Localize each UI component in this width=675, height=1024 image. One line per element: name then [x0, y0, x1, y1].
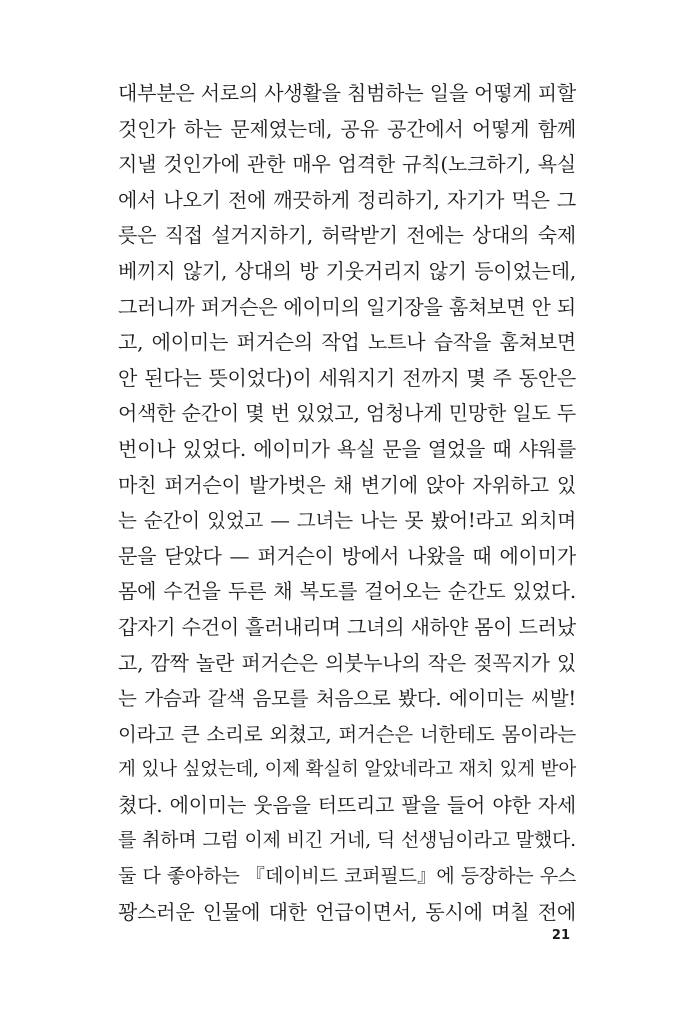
text-line: 꽝스러운 인물에 대한 언급이면서, 동시에 며칠 전에	[118, 899, 576, 924]
text-line: 고, 깜짝 놀란 퍼거슨은 의붓누나의 작은 젖꼭지가 있	[118, 650, 576, 675]
text-line: 는 순간이 있었고 — 그녀는 나는 못 봤어!라고 외치며	[118, 509, 576, 533]
text-line: 고, 에이미는 퍼거슨의 작업 노트나 습작을 훔쳐보면	[118, 330, 576, 355]
text-line: 둘 다 좋아하는 『데이비드 코퍼필드』에 등장하는 우스	[118, 865, 576, 888]
text-line: 릇은 직접 설거지하기, 허락받기 전에는 상대의 숙제	[118, 223, 576, 248]
text-line: 마친 퍼거슨이 발가벗은 채 변기에 앉아 자위하고 있	[118, 472, 576, 497]
text-line: 베끼지 않기, 상대의 방 기웃거리지 않기 등이었는데,	[118, 258, 576, 283]
text-line: 갑자기 수건이 흘러내리며 그녀의 새하얀 몸이 드러났	[118, 614, 576, 639]
body-text	[118, 76, 576, 930]
text-line: 에서 나오기 전에 깨끗하게 정리하기, 자기가 먹은 그	[118, 187, 576, 212]
text-line: 이라고 큰 소리로 외쳤고, 퍼거슨은 너한테도 몸이라는	[118, 722, 576, 746]
text-line: 그러니까 퍼거슨은 에이미의 일기장을 훔쳐보면 안 되	[118, 294, 576, 319]
text-line: 를 취하며 그럼 이제 비긴 거네, 딕 선생님이라고 말했다.	[118, 829, 576, 852]
text-line: 번이나 있었다. 에이미가 욕실 문을 열었을 때 샤워를	[118, 436, 576, 461]
text-line: 지낼 것인가에 관한 매우 엄격한 규칙(노크하기, 욕실	[118, 152, 576, 177]
text-line: 어색한 순간이 몇 번 있었고, 엄청나게 민망한 일도 두	[118, 401, 576, 426]
text-line: 대부분은 서로의 사생활을 침범하는 일을 어떻게 피할	[118, 81, 576, 105]
page-number: 21	[551, 928, 570, 943]
text-line: 안 된다는 뜻이었다)이 세워지기 전까지 몇 주 동안은	[118, 365, 576, 390]
text-line: 게 있나 싶었는데, 이제 확실히 알았네라고 재치 있게 받아	[118, 759, 576, 781]
text-line: 문을 닫았다 — 퍼거슨이 방에서 나왔을 때 에이미가	[118, 543, 576, 568]
text-line: 쳤다. 에이미는 웃음을 터뜨리고 팔을 들어 야한 자세	[118, 792, 576, 817]
text-line: 것인가 하는 문제였는데, 공유 공간에서 어떻게 함께	[118, 116, 576, 141]
text-line: 는 가슴과 갈색 음모를 처음으로 봤다. 에이미는 씨발!	[118, 687, 576, 711]
text-line: 몸에 수건을 두른 채 복도를 걸어오는 순간도 있었다.	[118, 579, 576, 604]
